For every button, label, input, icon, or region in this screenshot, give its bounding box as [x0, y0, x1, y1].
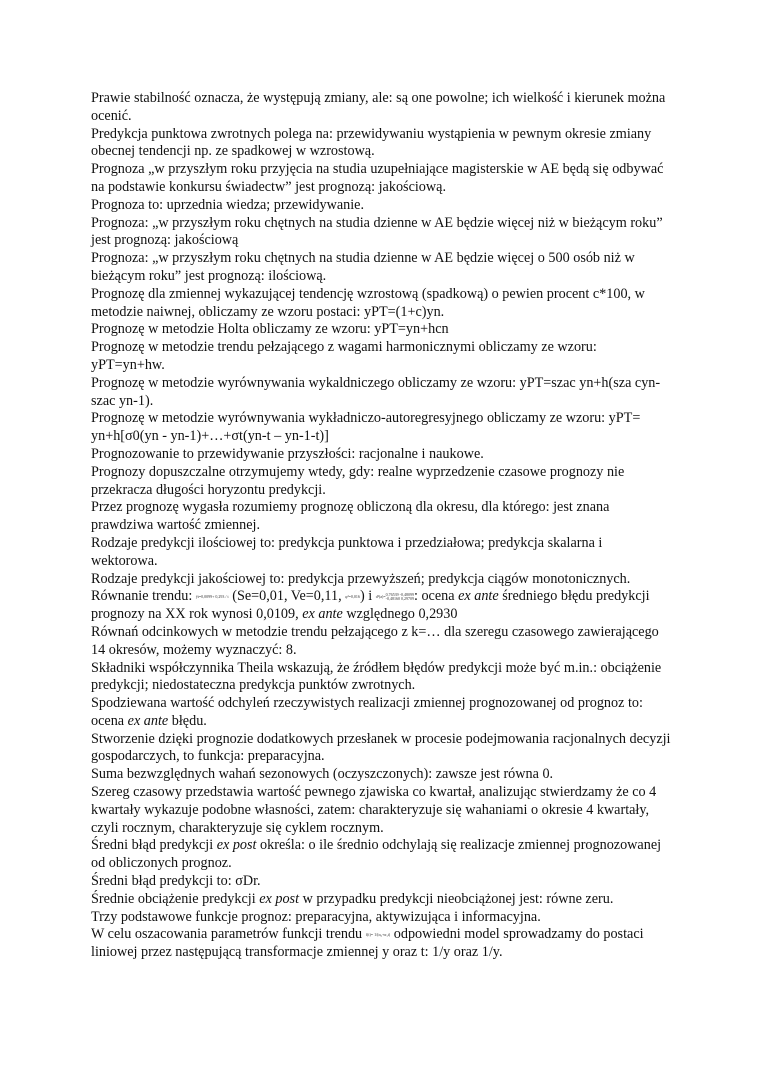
trend-text: względnego 0,2930: [342, 606, 458, 623]
paragraph: Rodzaje predykcji ilościowej to: predykcja punktowa i przedziałowa; predykcja skalarna i wektorowa.: [91, 534, 603, 569]
matrix-formula-label: d²(a)=: [375, 594, 386, 600]
paragraph: Równań odcinkowych w metodzie trendu pełzającego z k=… dla szeregu czasowego zawierającego 14 okresów, możemy wyznaczyć: 8.: [91, 623, 659, 658]
paragraph: Stworzenie dzięki prognozie dodatkowych przesłanek w procesie podejmowania racjonalnych decyzji gospodarczych, to funkcja: preparacyjna.: [91, 730, 671, 765]
paragraph: Predykcja punktowa zwrotnych polega na: przewidywaniu wystąpienia w pewnym okresie zmiany obecnej tendencji np. ze spadkowej w wzrostową.: [91, 125, 652, 160]
paragraph-text: Spodziewana wartość odchyleń rzeczywistych realizacji zmiennej prognozowanej od prognoz to: ocena: [91, 695, 643, 729]
ex-ante-term: ex ante: [302, 606, 343, 623]
paragraph: Prognoza: „w przyszłym roku chętnych na studia dzienne w AE będzie więcej o 500 osób niż w bieżącym roku” jest prognozą: ilościową.: [91, 250, 635, 284]
trend-text: średniego błędu predykcji prognozy na XX rok wynosi 0,0109,: [91, 588, 650, 623]
paragraph: Składniki współczynnika Theila wskazują, że źródłem błędów predykcji może być m.in.: obciążenie predykcji; niedostateczna predykcja punktów zwrotnych.: [91, 659, 662, 694]
paragraph: Prognozę w metodzie wyrównywania wykładniczo-autoregresyjnego obliczamy ze wzoru: yPT= yn+h[σ0(yn - yn-1)+…+σt(yn-t – yn-1-t)]: [91, 410, 641, 445]
trend-lead: Równanie trendu:: [91, 588, 193, 605]
matrix-formula-image: [386, 593, 414, 601]
hyperbolic-formula-image: f(t)= 1/(α₀+α₁t): [365, 932, 391, 938]
paragraph: Prognozę w metodzie Holta obliczamy ze wzoru: yPT=yn+hcn: [91, 321, 449, 338]
paragraph-text: Średnie obciążenie predykcji: [91, 890, 260, 907]
trend-equation-paragraph: [91, 588, 671, 624]
paragraph: Prognozy dopuszczalne otrzymujemy wtedy, gdy: realne wyprzedzenie czasowe prognozy nie przekracza długości horyzontu predykcji.: [91, 463, 625, 498]
paragraph-text: określa: o ile średnio odchylają się realizacje zmiennej prognozowanej od obliczonych prognoz.: [91, 837, 662, 872]
trend-text: : ocena: [413, 588, 459, 605]
document-page: [91, 90, 671, 962]
trend-stats-a: (Se=0,01, Ve=0,11,: [232, 588, 342, 605]
paragraph: Prognozę dla zmiennej wykazującej tendencję wzrostową (spadkową) o pewien procent c*100, w metodzie naiwnej, obliczamy ze wzoru postaci: yPT=(1+c)yn.: [91, 285, 645, 320]
paragraph: Rodzaje predykcji jakościowej to: predykcja przewyższeń; predykcja ciągów monotonicznych.: [91, 570, 631, 587]
paragraph-text: W celu oszacowania parametrów funkcji trendu: [91, 926, 363, 943]
paragraph-text: odpowiedni model sprowadzamy do postaci liniowej przez następującą transformacje zmiennej y oraz t: 1/y oraz 1/y.: [91, 926, 644, 961]
paragraph-text: Średni błąd predykcji: [91, 837, 217, 854]
trend-stats-b: ) i: [359, 588, 373, 605]
trend-transform-paragraph: [91, 926, 671, 962]
paragraph: Prognozę w metodzie trendu pełzającego z wagami harmonicznymi obliczamy ze wzoru: yPT=yn+hw.: [91, 339, 597, 373]
paragraph: Prognozowanie to przewidywanie przyszłości: racjonalne i naukowe.: [91, 445, 484, 462]
paragraph: Szereg czasowy przedstawia wartość pewnego zjawiska co kwartał, analizując stwierdzamy że co 4 kwartały wykazuje podobne własności, zatem: charakteryzuje się wahaniami o okresie 4 kwartały, czyli rocznym, charakteryzuje się cyklem rocznym.: [91, 784, 657, 836]
paragraph: Prognoza „w przyszłym roku przyjęcia na studia uzupełniające magisterskie w AE będą się odbywać na podstawie konkursu świadectw” jest prognozą: jakościową.: [91, 161, 664, 195]
paragraph: Prognozę w metodzie wyrównywania wykaldniczego obliczamy ze wzoru: yPT=szac yn+h(sza cyn-szac yn-1).: [91, 374, 661, 409]
ex-ante-term: ex ante: [458, 588, 499, 605]
matrix-row: -0,48160 0,29709: [385, 596, 414, 602]
ex-post-term: ex post: [216, 837, 257, 854]
paragraph: Przez prognozę wygasła rozumiemy prognozę obliczoną dla okresu, dla którego: jest znana prawdziwa wartość zmiennej.: [91, 499, 610, 534]
paragraph: Średni błąd predykcji to: σDr.: [91, 873, 261, 890]
trend-formula-image: ŷt=0,0099+ 0,293 / t: [195, 594, 229, 600]
matrix-row: 0,76539 -0,48099: [385, 592, 414, 598]
ex-post-term: ex post: [259, 890, 300, 907]
paragraph: Prognoza: „w przyszłym roku chętnych na studia dzienne w AE będzie więcej niż w bieżącym roku” jest prognozą: jakościową: [91, 214, 663, 249]
paragraph: Suma bezwzględnych wahań sezonowych (oczyszczonych): zawsze jest równa 0.: [91, 766, 554, 783]
paragraph: Prawie stabilność oznacza, że występują zmiany, ale: są one powolne; ich wielkość i kierunek można ocenić.: [91, 90, 666, 124]
phi-formula-image: φ²=0,016: [345, 594, 360, 600]
paragraph-text: błędu.: [168, 712, 207, 729]
ex-ante-paragraph: [91, 695, 671, 731]
paragraph: Prognoza to: uprzednia wiedza; przewidywanie.: [91, 196, 365, 213]
ex-post-bias-paragraph: [91, 891, 671, 909]
paragraph: Trzy podstawowe funkcje prognoz: preparacyjna, aktywizująca i informacyjna.: [91, 908, 541, 925]
ex-ante-term: ex ante: [127, 712, 169, 729]
ex-post-paragraph: [91, 837, 671, 873]
paragraph-text: w przypadku predykcji nieobciążonej jest: równe zeru.: [299, 890, 614, 907]
